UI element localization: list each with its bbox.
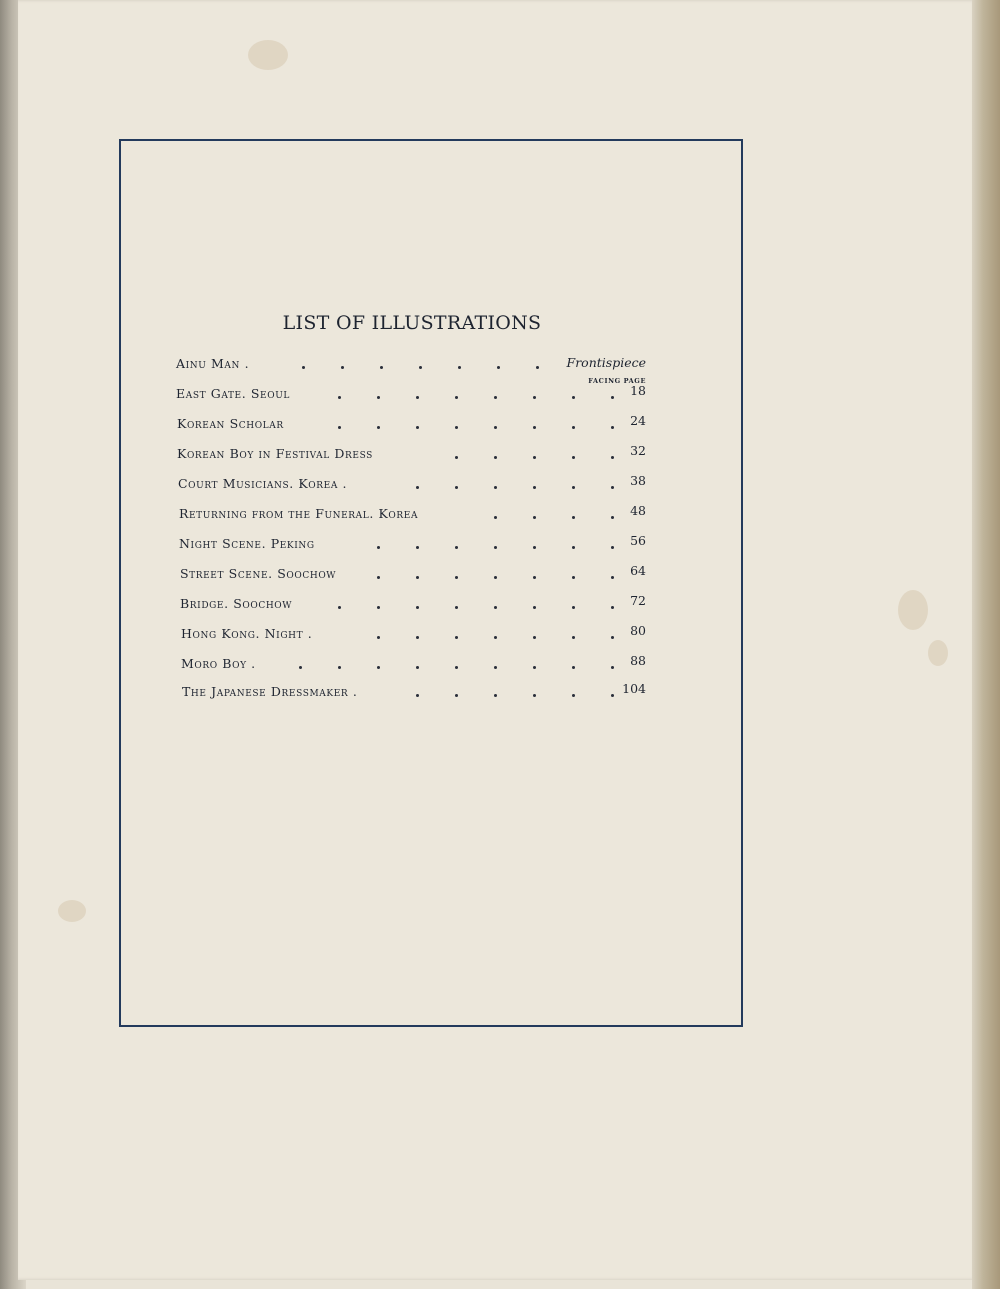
leader-dot [377, 426, 380, 429]
leader-dot [455, 576, 458, 579]
illustration-title: Hong Kong. Night . [181, 626, 313, 641]
leader-dot [338, 426, 341, 429]
leader-dot [494, 426, 497, 429]
leader-dot [455, 666, 458, 669]
leader-dot [533, 666, 536, 669]
leader-dot [572, 486, 575, 489]
leader-dot [572, 606, 575, 609]
leader-dot [377, 636, 380, 639]
leader-dot [377, 606, 380, 609]
leader-dot [533, 606, 536, 609]
leader-dot [536, 366, 539, 369]
page-number: 38 [630, 473, 646, 488]
leader-dot [533, 636, 536, 639]
list-item [182, 682, 357, 702]
leader-dot [416, 396, 419, 399]
illustration-title: Moro Boy . [181, 656, 256, 671]
page-number: 48 [630, 503, 646, 518]
leader-dot [419, 366, 422, 369]
leader-dot [416, 694, 419, 697]
leader-dot [455, 456, 458, 459]
list-item [179, 504, 418, 524]
list-item [180, 594, 292, 614]
leader-dot [377, 546, 380, 549]
illustration-title: Night Scene. Peking [179, 536, 315, 551]
facing-page-label: FACING PAGE [588, 377, 646, 385]
leader-dot [494, 576, 497, 579]
illustration-title: The Japanese Dressmaker . [182, 684, 358, 699]
leader-dot [494, 694, 497, 697]
page-number: 56 [630, 533, 646, 548]
page-number: 72 [630, 593, 646, 608]
leader-dot [533, 694, 536, 697]
leader-dot [533, 576, 536, 579]
list-item [176, 354, 249, 374]
leader-dot [494, 486, 497, 489]
leader-dot [494, 636, 497, 639]
list-item [179, 534, 315, 554]
leader-dot [572, 516, 575, 519]
paper-stain [928, 640, 948, 666]
page-number: 88 [630, 653, 646, 668]
illustration-title: Returning from the Funeral. Korea [179, 506, 419, 521]
list-item [177, 414, 284, 434]
paper-stain [248, 40, 288, 70]
leader-dot [455, 606, 458, 609]
list-item [181, 624, 312, 644]
leader-dot [494, 666, 497, 669]
illustration-title: Korean Scholar [177, 416, 284, 431]
leader-dot [572, 636, 575, 639]
leader-dot [572, 396, 575, 399]
page-number: 80 [630, 623, 646, 638]
leader-dot [455, 694, 458, 697]
page-number: 18 [630, 383, 646, 398]
leader-dot [494, 456, 497, 459]
leader-dot [455, 486, 458, 489]
leader-dot [533, 456, 536, 459]
leader-dot [416, 576, 419, 579]
illustration-title: Bridge. Soochow [180, 596, 293, 611]
leader-dot [533, 546, 536, 549]
leader-dot [455, 546, 458, 549]
paper-stain [58, 900, 86, 922]
page-title: LIST OF ILLUSTRATIONS [282, 312, 542, 334]
leader-dot [377, 396, 380, 399]
illustration-title: Ainu Man . [176, 356, 250, 371]
leader-dot [416, 666, 419, 669]
leader-dot [380, 366, 383, 369]
leader-dot [494, 606, 497, 609]
leader-dot [494, 516, 497, 519]
illustration-title: East Gate. Seoul [176, 386, 290, 401]
leader-dot [338, 666, 341, 669]
leader-dot [416, 606, 419, 609]
page-number: 32 [630, 443, 646, 458]
leader-dot [572, 546, 575, 549]
page-number: 104 [622, 681, 646, 696]
leader-dot [494, 396, 497, 399]
leader-dot [494, 546, 497, 549]
leader-dot [572, 666, 575, 669]
leader-dot [416, 546, 419, 549]
leader-dot [533, 396, 536, 399]
frontispiece-label: Frontispiece [566, 355, 646, 370]
leader-dot [338, 396, 341, 399]
leader-dot [533, 516, 536, 519]
leader-dot [533, 426, 536, 429]
page-number: 64 [630, 563, 646, 578]
page-number: 24 [630, 413, 646, 428]
leader-dot [458, 366, 461, 369]
leader-dot [572, 576, 575, 579]
leader-dot [533, 486, 536, 489]
leader-dot [299, 666, 302, 669]
leader-dot [302, 366, 305, 369]
paper-stain [898, 590, 928, 630]
page-edge [972, 0, 1000, 1289]
list-item [177, 444, 373, 464]
leader-dot [572, 456, 575, 459]
leader-dot [572, 694, 575, 697]
leader-dot [416, 636, 419, 639]
leader-dot [455, 426, 458, 429]
leader-dot [377, 576, 380, 579]
leader-dot [572, 426, 575, 429]
illustration-title: Court Musicians. Korea . [178, 476, 348, 491]
list-item [176, 384, 290, 404]
leader-dot [497, 366, 500, 369]
leader-dot [338, 606, 341, 609]
leader-dot [341, 366, 344, 369]
illustration-title: Street Scene. Soochow [180, 566, 337, 581]
leader-dot [455, 396, 458, 399]
illustration-title: Korean Boy in Festival Dress [177, 446, 373, 461]
list-item [178, 474, 347, 494]
leader-dot [455, 636, 458, 639]
leader-dot [377, 666, 380, 669]
list-item [181, 654, 256, 674]
list-item [180, 564, 336, 584]
leader-dot [416, 486, 419, 489]
leader-dot [416, 426, 419, 429]
